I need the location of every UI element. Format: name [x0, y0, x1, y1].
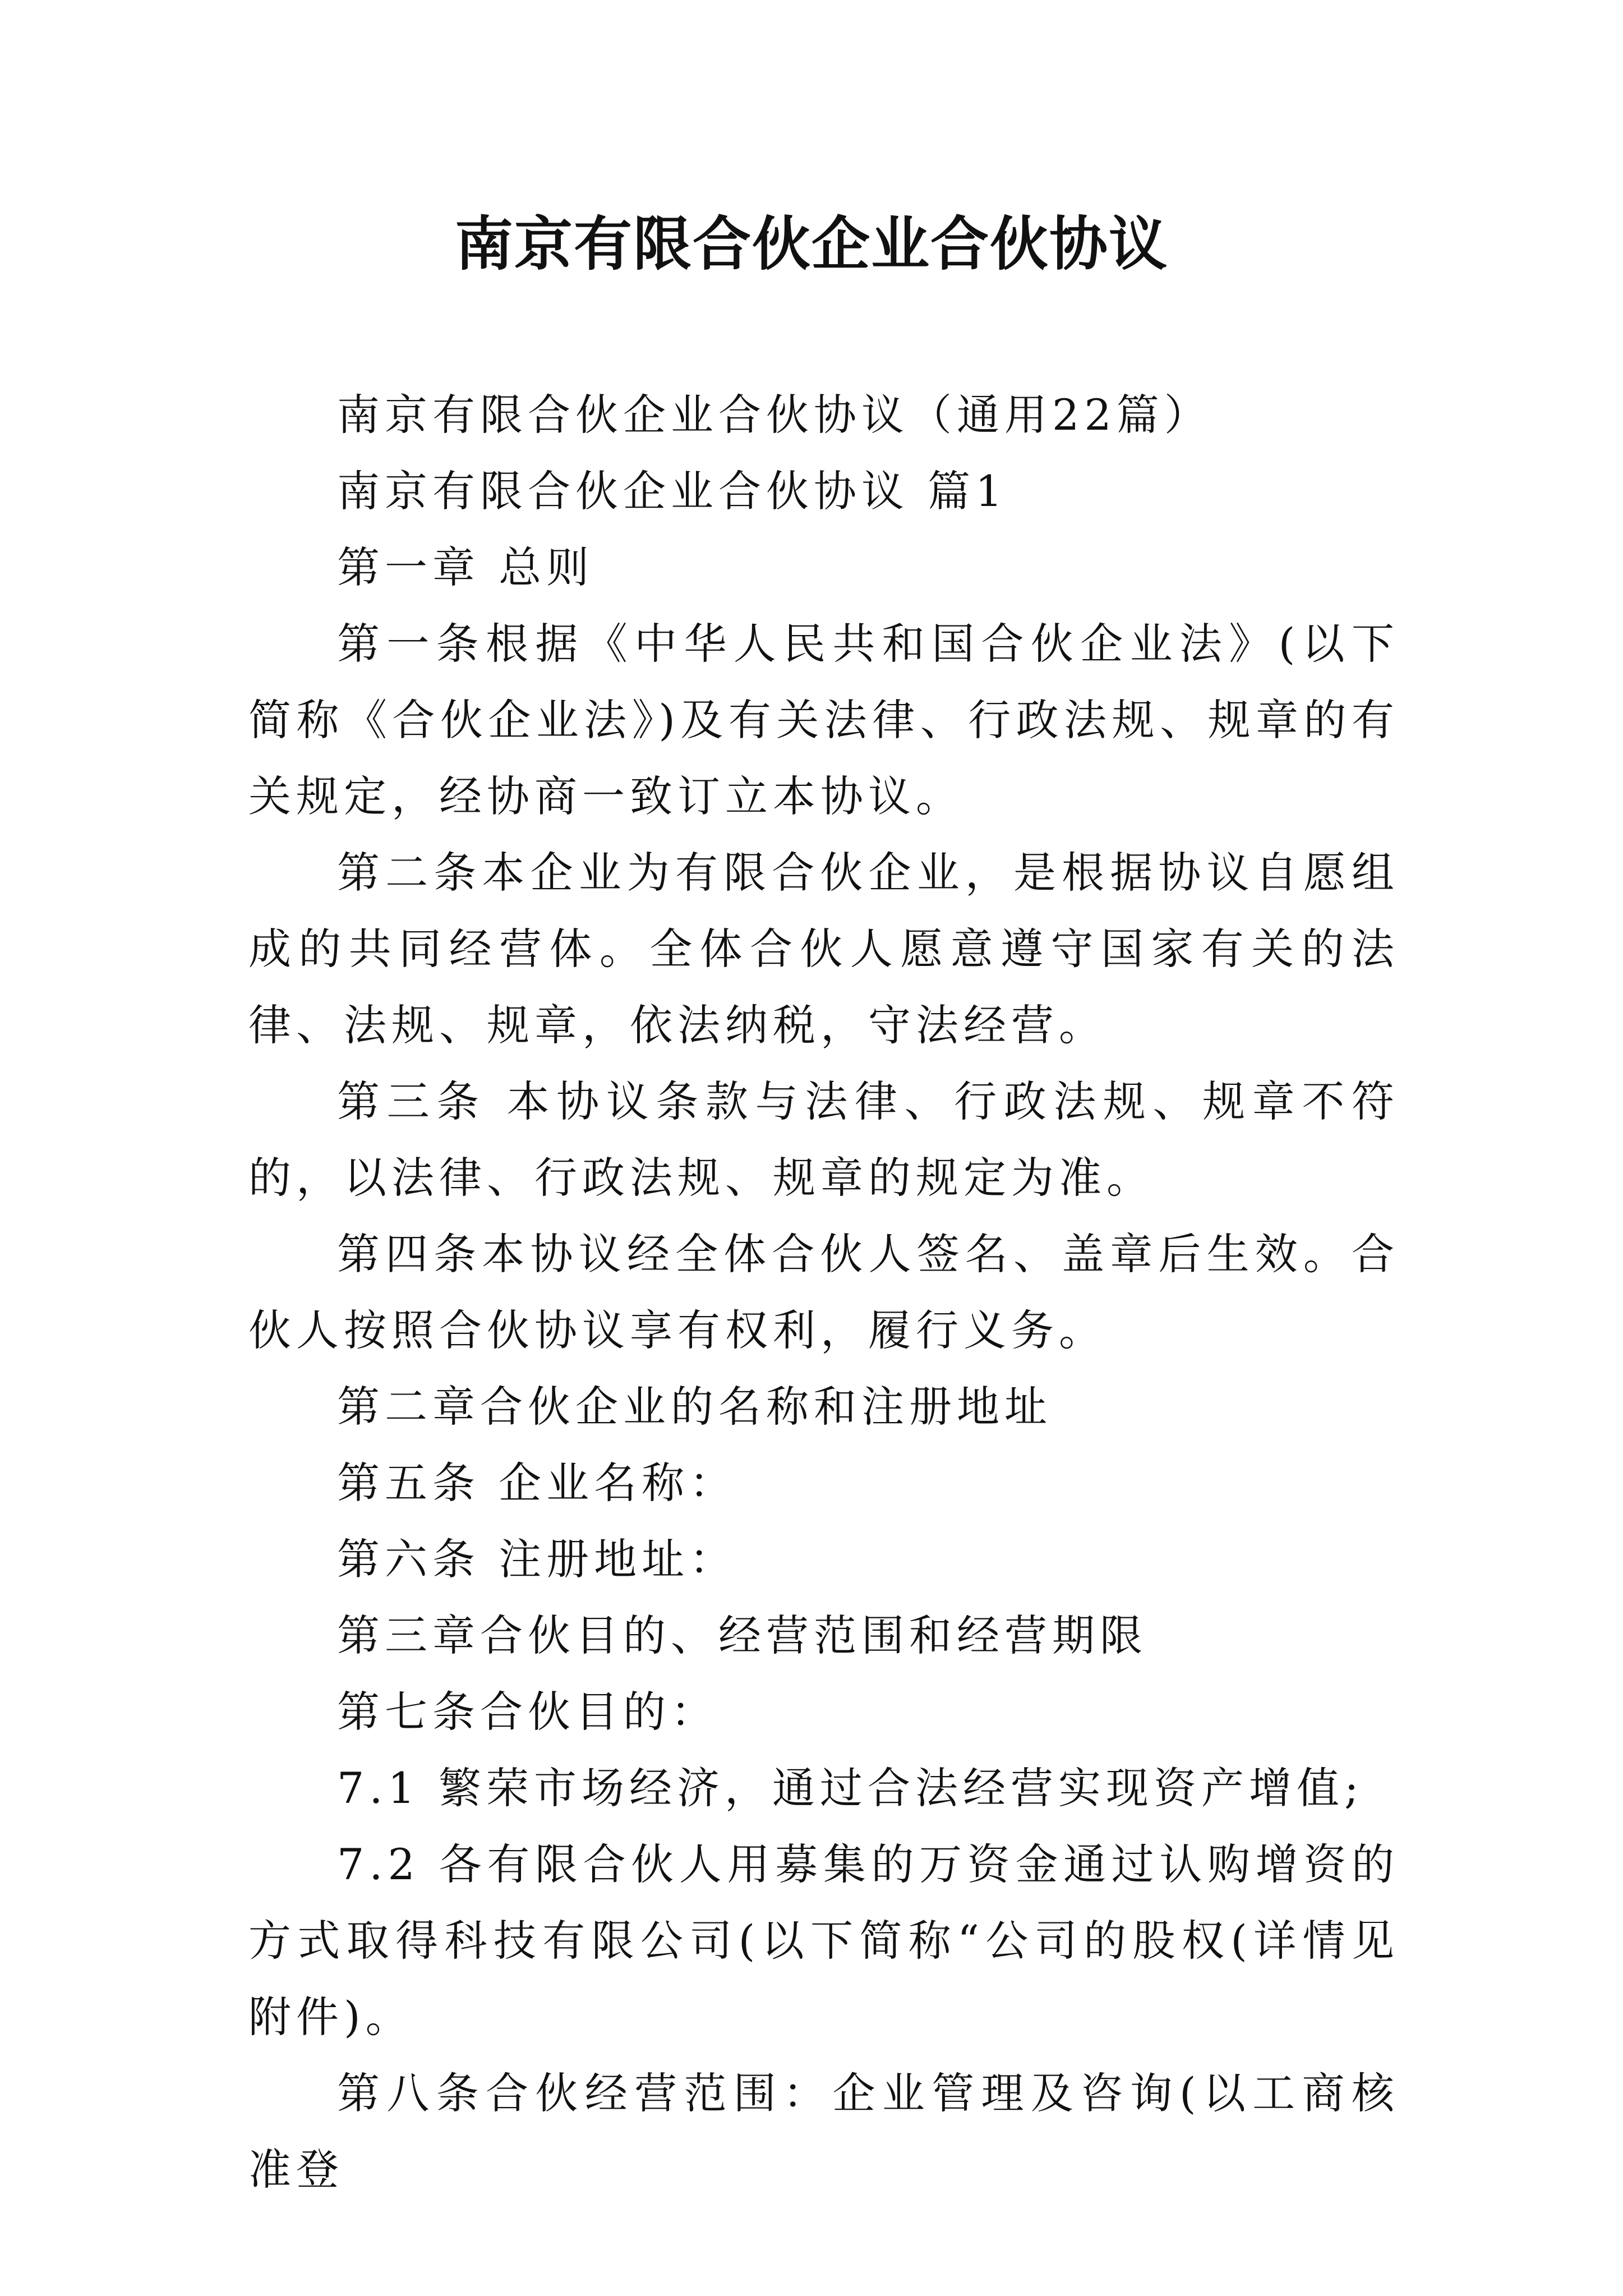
paragraph-article-4: 第四条本协议经全体合伙人签名、盖章后生效。合伙人按照合伙协议享有权利，履行义务。 — [248, 1229, 1399, 1355]
paragraph-item-7-1: 7.1 繁荣市场经济，通过合法经营实现资产增值; — [337, 1763, 1364, 1813]
document-title: 南京有限合伙企业合伙协议 — [454, 209, 1168, 278]
paragraph-article-1: 第一条根据《中华人民共和国合伙企业法》(以下简称《合伙企业法》)及有关法律、行政法规、规章的有关规定，经协商一致订立本协议。 — [248, 619, 1399, 821]
paragraph-article-3: 第三条 本协议条款与法律、行政法规、规章不符的，以法律、行政法规、规章的规定为准。 — [248, 1076, 1399, 1203]
paragraph-article-7: 第七条合伙目的： — [337, 1687, 718, 1737]
paragraph-chapter-3: 第三章合伙目的、经营范围和经营期限 — [337, 1611, 1147, 1660]
paragraph-chapter-1: 第一章 总则 — [337, 542, 594, 592]
document-body — [248, 377, 1399, 2208]
paragraph-article-8: 第八条合伙经营范围：企业管理及咨询(以工商核准登 — [248, 2068, 1399, 2194]
paragraph-article-5: 第五条 企业名称： — [337, 1458, 737, 1508]
paragraph-article-2: 第二条本企业为有限合伙企业，是根据协议自愿组成的共同经营体。全体合伙人愿意遵守国家有关的法律、法规、规章，依法纳税，守法经营。 — [248, 848, 1399, 1050]
paragraph-article-6: 第六条 注册地址： — [337, 1534, 737, 1584]
paragraph-section-heading: 南京有限合伙企业合伙协议 篇1 — [337, 466, 1008, 516]
paragraph-subtitle: 南京有限合伙企业合伙协议（通用22篇） — [337, 390, 1212, 440]
paragraph-chapter-2: 第二章合伙企业的名称和注册地址 — [337, 1382, 1052, 1432]
paragraph-item-7-2: 7.2 各有限合伙人用募集的万资金通过认购增资的方式取得科技有限公司(以下简称“公司的股权(详情见附件)。 — [248, 1839, 1399, 2042]
